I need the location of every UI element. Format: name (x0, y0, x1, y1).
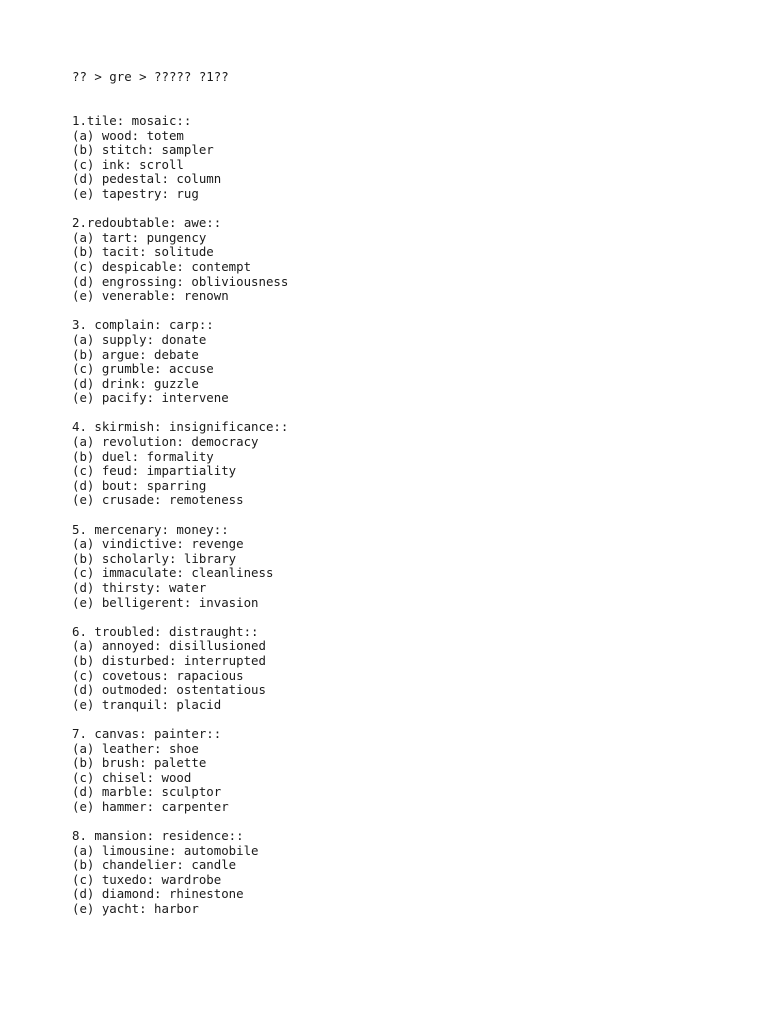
answer-option: (d) pedestal: column (72, 171, 222, 187)
answer-option: (b) brush: palette (72, 755, 207, 771)
answer-option: (b) tacit: solitude (72, 244, 214, 260)
answer-option: (d) drink: guzzle (72, 375, 199, 391)
answer-option: (a) revolution: democracy (72, 434, 259, 450)
question-block (72, 420, 712, 508)
answer-option: (b) scholarly: library (72, 550, 237, 566)
answer-option: (e) belligerent: invasion (72, 594, 259, 610)
question-stem: 1.tile: mosaic:: (72, 113, 192, 128)
question-stem: 3. complain: carp:: (72, 317, 214, 333)
answer-option: (b) duel: formality (72, 448, 214, 464)
question-block (72, 625, 712, 713)
question-block (72, 727, 712, 815)
question-block (72, 114, 712, 202)
answer-option: (c) immaculate: cleanliness (72, 565, 274, 581)
answer-option: (d) thirsty: water (72, 580, 207, 595)
question-block (72, 318, 712, 406)
question-stem: 8. mansion: residence:: (72, 828, 244, 844)
answer-option: (d) bout: sparring (72, 477, 207, 493)
answer-option: (b) disturbed: interrupted (72, 652, 266, 668)
answer-option: (c) ink: scroll (72, 156, 184, 172)
answer-option: (c) grumble: accuse (72, 361, 214, 377)
question-block (72, 523, 712, 611)
question-stem: 4. skirmish: insignificance:: (72, 419, 289, 435)
answer-option: (a) tart: pungency (72, 229, 207, 245)
question-stem: 6. troubled: distraught:: (72, 623, 259, 639)
answer-option: (e) tranquil: placid (72, 696, 222, 712)
answer-option: (e) tapestry: rug (72, 185, 199, 201)
question-stem: 2.redoubtable: awe:: (72, 215, 222, 231)
question-list (72, 114, 712, 917)
breadcrumb: ?? > gre > ????? ?1?? (72, 69, 229, 84)
answer-option: (d) engrossing: obliviousness (72, 273, 289, 289)
answer-option: (a) leather: shoe (72, 740, 199, 756)
answer-option: (d) marble: sculptor (72, 784, 222, 800)
answer-option: (a) limousine: automobile (72, 842, 259, 858)
answer-option: (a) wood: totem (72, 127, 184, 143)
answer-option: (d) diamond: rhinestone (72, 886, 244, 902)
answer-option: (c) despicable: contempt (72, 258, 252, 274)
answer-option: (c) feud: impartiality (72, 463, 237, 479)
answer-option: (e) crusade: remoteness (72, 492, 244, 508)
question-stem: 5. mercenary: money:: (72, 521, 229, 537)
answer-option: (b) argue: debate (72, 346, 199, 362)
answer-option: (c) covetous: rapacious (72, 667, 244, 683)
question-block (72, 216, 712, 304)
answer-option: (c) chisel: wood (72, 769, 192, 785)
answer-option: (b) chandelier: candle (72, 857, 237, 873)
answer-option: (a) supply: donate (72, 331, 207, 347)
answer-option: (c) tuxedo: wardrobe (72, 871, 222, 887)
answer-option: (d) outmoded: ostentatious (72, 682, 266, 698)
answer-option: (a) vindictive: revenge (72, 536, 244, 552)
question-block (72, 829, 712, 917)
answer-option: (a) annoyed: disillusioned (72, 638, 266, 654)
answer-option: (e) hammer: carpenter (72, 798, 229, 814)
question-stem: 7. canvas: painter:: (72, 725, 222, 741)
answer-option: (e) yacht: harbor (72, 901, 199, 917)
answer-option: (b) stitch: sampler (72, 142, 214, 158)
document-page (72, 70, 712, 931)
answer-option: (e) venerable: renown (72, 288, 229, 304)
answer-option: (e) pacify: intervene (72, 390, 229, 406)
